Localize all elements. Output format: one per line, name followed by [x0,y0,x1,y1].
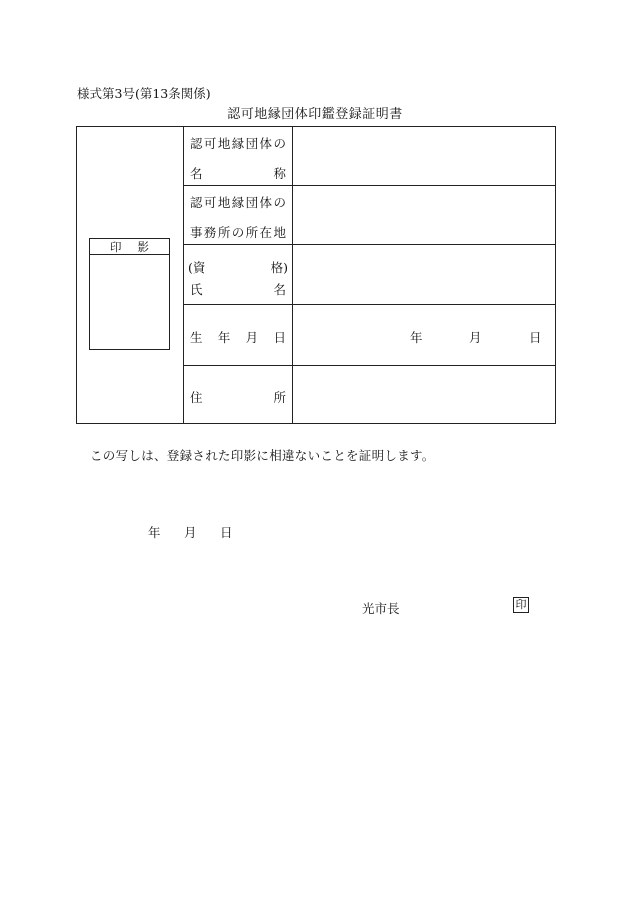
official-seal-mark: 印 [513,597,529,613]
label-char: 日 [273,330,286,345]
label-char: 称 [273,166,286,181]
label-char: 認 [190,136,203,151]
label-char: 認 [190,195,203,210]
office-address-label-line2 [190,223,286,241]
issue-date-month: 月 [184,525,197,540]
label-char: 縁 [231,136,245,151]
representative-value [298,249,550,299]
label-char: 年 [217,330,231,345]
birth-date-day-unit: 日 [529,330,542,345]
qualification-label [188,258,288,276]
label-char: 在 [259,225,273,240]
label-char: 所 [245,225,259,240]
label-char: 所 [273,390,286,405]
row-divider-1 [183,185,556,186]
label-char: 団 [245,136,259,151]
label-char: 団 [245,195,259,210]
label-char: 名 [190,166,203,181]
label-char: 所 [217,225,231,240]
label-char: 可 [203,195,217,210]
seal-label-char: 影 [137,239,149,254]
row-divider-4 [183,365,556,366]
label-char: 体 [259,136,273,151]
label-char: 務 [203,225,217,240]
representative-name-label [190,280,286,298]
table-divider-left [183,126,184,424]
address-value [298,370,550,420]
label-char: 事 [190,225,203,240]
label-char: 体 [259,195,273,210]
office-address-label-line1 [190,193,286,211]
label-char: (資 [188,260,206,275]
group-name-label-line2 [190,164,286,182]
group-name-value [298,131,550,181]
group-name-label-line1 [190,134,286,152]
label-char: 地 [217,136,231,151]
issuer-title: 光市長 [362,601,400,616]
label-char: の [273,136,286,151]
seal-impression-box [89,238,170,350]
label-char: 生 [190,330,203,345]
birth-date-label [190,328,286,346]
row-divider-2 [183,244,556,245]
address-label [190,388,286,406]
label-char: 縁 [231,195,245,210]
document-title: 認可地縁団体印鑑登録証明書 [227,107,403,122]
label-char: 地 [217,195,231,210]
form-number: 様式第3号(第13条関係) [77,86,211,101]
office-address-value [298,190,550,240]
label-char: の [273,195,286,210]
issue-date-day: 日 [220,525,233,540]
seal-label-char: 印 [110,239,122,254]
label-char: 格) [270,260,288,275]
table-divider-right [292,126,293,424]
label-char: 月 [245,330,259,345]
label-char: の [231,225,245,240]
row-divider-3 [183,304,556,305]
label-char: 可 [203,136,217,151]
birth-date-year-unit: 年 [410,330,423,345]
label-char: 地 [273,225,286,240]
seal-impression-label [90,239,169,255]
issue-date-year: 年 [148,525,161,540]
label-char: 名 [273,282,286,297]
birth-date-month-unit: 月 [469,330,482,345]
certification-statement: この写しは、登録された印影に相違ないことを証明します。 [90,448,435,463]
label-char: 住 [190,390,203,405]
label-char: 氏 [190,282,203,297]
